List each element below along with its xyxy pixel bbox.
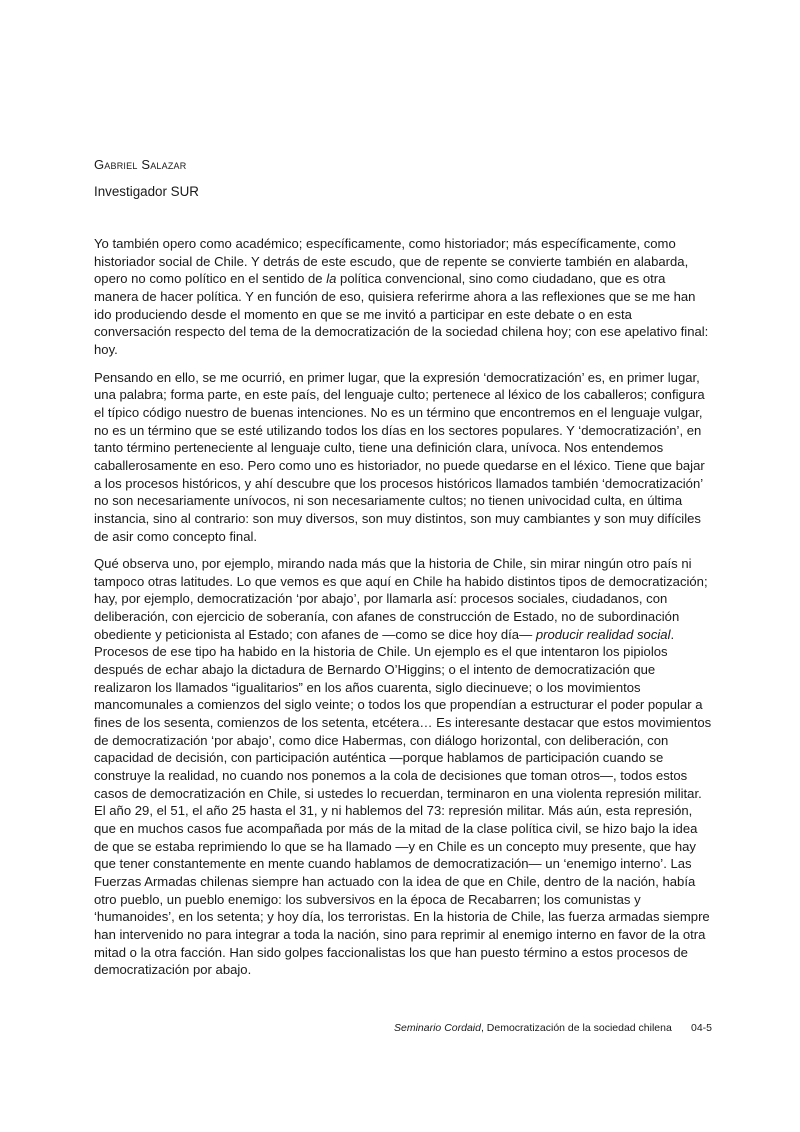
paragraph: Qué observa uno, por ejemplo, mirando nada más que la historia de Chile, sin mirar ningún otro país ni tampoco otras latitudes. Lo que vemos es que aquí en Chile ha habido distintos tipos de democratización; hay, por ejemplo, democratización ‘por abajo’, por llamarla así: procesos sociales, ciudadanos, con deliberación, con ejercicio de soberanía, con afanes de construcción de Estado, no de subordinación obediente y peticionista al Estado; con afanes de —como se dice hoy día— producir realidad social. Procesos de ese tipo ha habido en la historia de Chile. Un ejemplo es el que intentaron los pipiolos después de echar abajo la dictadura de Bernardo O’Higgins; o el intento de democratización que realizaron los llamados “igualitarios” en los años cuarenta, siglo diecinueve; o los movimientos mancomunales a comienzos del siglo veinte; o todos los que propendían a estructurar el poder popular a fines de los sesenta, comienzos de los setenta, etcétera… Es interesante destacar que estos movimientos de democratización ‘por abajo’, como dice Habermas, con diálogo horizontal, con deliberación, con capacidad de decisión, con participación auténtica —porque hablamos de participación cuando se construye la realidad, no cuando nos ponemos a la cola de decisiones que toman otros—, todos estos casos de democratización en Chile, si ustedes lo recuerdan, terminaron en una violenta represión militar. El año 29, el 51, el año 25 hasta el 31, y ni hablemos del 73: represión militar. Más aún, esta represión, que en muchos casos fue acompañada por más de la mitad de la clase política civil, se hizo bajo la idea de que se estaba reprimiendo lo que se ha llamado —y en Chile es un concepto muy presente, que hay que tener constantemente en mente cuando hablamos de democratización— un ‘enemigo interno’. Las Fuerzas Armadas chilenas siempre han actuado con la idea de que en Chile, dentro de la nación, había otro pueblo, un pueblo enemigo: los subversivos en la época de Recabarren; los comunistas y ‘humanoides’, en los setenta; y hoy día, los terroristas. En la historia de Chile, las fuerza armadas siempre han intervenido no para integrar a toda la nación, sino para reprimir al enemigo interno en favor de la otra mitad o la otra facción. Han sido golpes faccionalistas los que han puesto término a estos procesos de democratización por abajo. <box>94 556 712 978</box>
paragraph: Pensando en ello, se me ocurrió, en primer lugar, que la expresión ‘democratización’ es, en primer lugar, una palabra; forma parte, en este país, del lenguaje culto; pertenece al léxico de los caballeros; configura el típico código nuestro de buenas intenciones. No es un término que encontremos en el lenguaje vulgar, no es un término que se esté utilizando todos los días en los sectores populares. Y ‘democratización’, en tanto término perteneciente al lenguaje culto, tiene una definición clara, unívoca. Nos entendemos caballerosamente en eso. Pero como uno es historiador, no puede quedarse en el léxico. Tiene que bajar a los procesos históricos, y ahí descubre que los procesos históricos llamados también ‘democratización’ no son necesariamente unívocos, ni son necesariamente cultos; no tienen univocidad culta, en última instancia, sino al contrario: son muy diversos, son muy distintos, son muy cambiantes y son muy difíciles de asir como concepto final. <box>94 369 705 544</box>
page-number: 04-5 <box>690 1022 712 1034</box>
page-footer <box>394 1022 712 1034</box>
author-affiliation: Investigador SUR <box>94 184 199 199</box>
footer-publication: Seminario Cordaid, Democratización de la sociedad chilena <box>394 1022 672 1034</box>
author-name: Gabriel Salazar <box>94 157 187 172</box>
paragraph: Yo también opero como académico; específicamente, como historiador; más específicamente, como historiador social de Chile. Y detrás de este escudo, que de repente se convierte también en alabarda, opero no como político en el sentido de la política convencional, sino como ciudadano, que es otra manera de hacer política. Y en función de eso, quisiera referirme ahora a las reflexiones que se me han ido produciendo desde el momento en que se me invitó a participar en este debate o en esta conversación respecto del tema de la democratización de la sociedad chilena hoy; con ese apelativo final: hoy. <box>94 236 709 357</box>
article-body <box>94 235 712 989</box>
